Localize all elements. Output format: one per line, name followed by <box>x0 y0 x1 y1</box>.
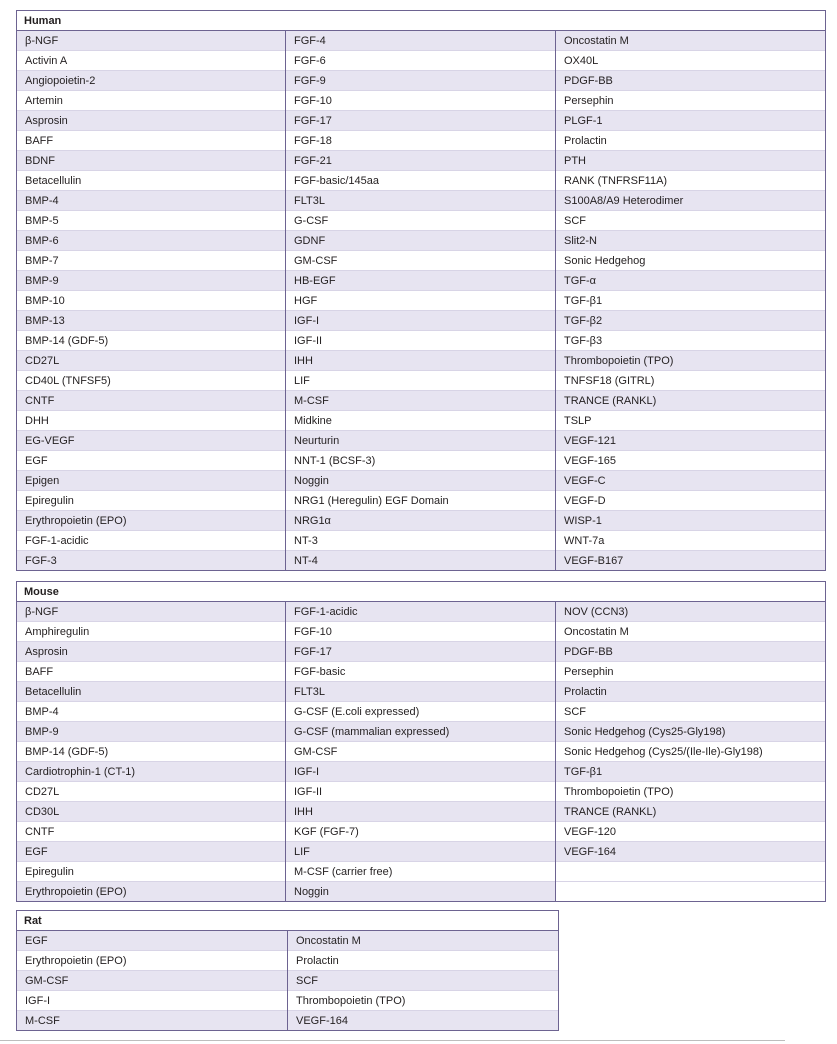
table-cell: M-CSF <box>286 391 556 411</box>
table-cell: EGF <box>17 931 288 951</box>
table-row <box>17 271 826 291</box>
table-cell: Noggin <box>286 471 556 491</box>
table-cell: TGF-β1 <box>556 762 826 782</box>
table-cell: WISP-1 <box>556 511 826 531</box>
table-row <box>17 862 826 882</box>
table-cell: VEGF-D <box>556 491 826 511</box>
table-cell: LIF <box>286 842 556 862</box>
table-row <box>17 491 826 511</box>
table-cell: TGF-β1 <box>556 291 826 311</box>
table-cell: TGF-α <box>556 271 826 291</box>
table-cell: Artemin <box>17 91 286 111</box>
table-cell: CNTF <box>17 822 286 842</box>
table-cell: G-CSF (mammalian expressed) <box>286 722 556 742</box>
bottom-divider <box>0 1040 785 1041</box>
table-row <box>17 742 826 762</box>
table-cell: BMP-9 <box>17 271 286 291</box>
table-row <box>17 191 826 211</box>
table-cell: DHH <box>17 411 286 431</box>
rat-table <box>16 910 559 1031</box>
table-row <box>17 802 826 822</box>
table-row <box>17 451 826 471</box>
table-row <box>17 762 826 782</box>
table-cell: Epiregulin <box>17 862 286 882</box>
table-cell: FGF-3 <box>17 551 286 571</box>
table-cell: BAFF <box>17 662 286 682</box>
table-row <box>17 71 826 91</box>
table-cell: OX40L <box>556 51 826 71</box>
table-cell: BMP-14 (GDF-5) <box>17 742 286 762</box>
table-cell: EG-VEGF <box>17 431 286 451</box>
table-row <box>17 251 826 271</box>
table-row <box>17 511 826 531</box>
table-row <box>17 211 826 231</box>
table-cell: Sonic Hedgehog (Cys25/(Ile-Ile)-Gly198) <box>556 742 826 762</box>
table-cell <box>556 882 826 902</box>
table-cell: FLT3L <box>286 191 556 211</box>
table-row <box>17 551 826 571</box>
table-cell: BMP-4 <box>17 191 286 211</box>
table-cell: LIF <box>286 371 556 391</box>
table-cell: Epiregulin <box>17 491 286 511</box>
table-cell: Thrombopoietin (TPO) <box>556 351 826 371</box>
table-cell: TGF-β3 <box>556 331 826 351</box>
table-cell: VEGF-C <box>556 471 826 491</box>
table-cell: GM-CSF <box>286 251 556 271</box>
table-cell: BAFF <box>17 131 286 151</box>
table-cell: WNT-7a <box>556 531 826 551</box>
table-cell: VEGF-B167 <box>556 551 826 571</box>
table-cell: Oncostatin M <box>556 31 826 51</box>
table-cell: HGF <box>286 291 556 311</box>
table-row <box>17 411 826 431</box>
table-cell: IGF-II <box>286 331 556 351</box>
table-row <box>17 822 826 842</box>
table-cell: SCF <box>556 702 826 722</box>
table-cell: Midkine <box>286 411 556 431</box>
table-cell: Sonic Hedgehog <box>556 251 826 271</box>
table-row <box>17 331 826 351</box>
table-row <box>17 1011 559 1031</box>
table-header-row <box>17 11 826 31</box>
table-cell: TSLP <box>556 411 826 431</box>
table-cell: β-NGF <box>17 602 286 622</box>
table-cell: BDNF <box>17 151 286 171</box>
table-cell <box>556 862 826 882</box>
table-cell: BMP-4 <box>17 702 286 722</box>
table-cell: Erythropoietin (EPO) <box>17 951 288 971</box>
table-cell: FGF-1-acidic <box>286 602 556 622</box>
table-cell: Erythropoietin (EPO) <box>17 511 286 531</box>
table-row <box>17 151 826 171</box>
table-cell: VEGF-164 <box>288 1011 559 1031</box>
table-cell: EGF <box>17 451 286 471</box>
table-cell: CD27L <box>17 351 286 371</box>
mouse-table-title: Mouse <box>17 582 826 602</box>
table-row <box>17 842 826 862</box>
table-cell: NNT-1 (BCSF-3) <box>286 451 556 471</box>
table-cell: Betacellulin <box>17 682 286 702</box>
table-cell: NRG1 (Heregulin) EGF Domain <box>286 491 556 511</box>
table-cell: TGF-β2 <box>556 311 826 331</box>
table-cell: FLT3L <box>286 682 556 702</box>
table-cell: PDGF-BB <box>556 642 826 662</box>
table-row <box>17 702 826 722</box>
table-cell: BMP-13 <box>17 311 286 331</box>
table-cell: NOV (CCN3) <box>556 602 826 622</box>
table-cell: FGF-10 <box>286 91 556 111</box>
table-cell: CD30L <box>17 802 286 822</box>
table-cell: FGF-9 <box>286 71 556 91</box>
table-cell: FGF-21 <box>286 151 556 171</box>
table-cell: GDNF <box>286 231 556 251</box>
table-cell: Prolactin <box>556 131 826 151</box>
table-cell: β-NGF <box>17 31 286 51</box>
table-row <box>17 31 826 51</box>
table-cell: PTH <box>556 151 826 171</box>
table-cell: Erythropoietin (EPO) <box>17 882 286 902</box>
table-row <box>17 471 826 491</box>
table-row <box>17 782 826 802</box>
table-row <box>17 131 826 151</box>
table-row <box>17 882 826 902</box>
table-cell: Neurturin <box>286 431 556 451</box>
table-cell: TRANCE (RANKL) <box>556 802 826 822</box>
table-cell: M-CSF (carrier free) <box>286 862 556 882</box>
table-row <box>17 662 826 682</box>
table-row <box>17 171 826 191</box>
table-row <box>17 602 826 622</box>
table-cell: FGF-1-acidic <box>17 531 286 551</box>
table-cell: TRANCE (RANKL) <box>556 391 826 411</box>
table-cell: Asprosin <box>17 642 286 662</box>
table-cell: NT-4 <box>286 551 556 571</box>
table-cell: NRG1α <box>286 511 556 531</box>
table-row <box>17 991 559 1011</box>
table-cell: PDGF-BB <box>556 71 826 91</box>
table-row <box>17 642 826 662</box>
table-cell: Prolactin <box>556 682 826 702</box>
table-cell: FGF-17 <box>286 111 556 131</box>
table-cell: PLGF-1 <box>556 111 826 131</box>
table-row <box>17 431 826 451</box>
table-cell: Thrombopoietin (TPO) <box>288 991 559 1011</box>
table-cell: GM-CSF <box>17 971 288 991</box>
table-cell: BMP-10 <box>17 291 286 311</box>
table-cell: Oncostatin M <box>556 622 826 642</box>
table-cell: BMP-6 <box>17 231 286 251</box>
table-row <box>17 931 559 951</box>
table-cell: IGF-I <box>17 991 288 1011</box>
table-cell: CNTF <box>17 391 286 411</box>
table-row <box>17 371 826 391</box>
table-cell: SCF <box>288 971 559 991</box>
table-cell: BMP-5 <box>17 211 286 231</box>
table-row <box>17 531 826 551</box>
table-row <box>17 111 826 131</box>
table-header-row <box>17 911 559 931</box>
table-cell: FGF-10 <box>286 622 556 642</box>
table-row <box>17 682 826 702</box>
table-cell: IGF-II <box>286 782 556 802</box>
table-cell: FGF-basic/145aa <box>286 171 556 191</box>
table-cell: Prolactin <box>288 951 559 971</box>
mouse-table <box>16 581 826 902</box>
table-row <box>17 951 559 971</box>
table-cell: IGF-I <box>286 762 556 782</box>
table-row <box>17 291 826 311</box>
table-cell: NT-3 <box>286 531 556 551</box>
table-cell: Asprosin <box>17 111 286 131</box>
table-cell: CD40L (TNFSF5) <box>17 371 286 391</box>
table-cell: HB-EGF <box>286 271 556 291</box>
rat-table-title: Rat <box>17 911 559 931</box>
table-cell: Betacellulin <box>17 171 286 191</box>
table-cell: IHH <box>286 351 556 371</box>
table-cell: Amphiregulin <box>17 622 286 642</box>
table-cell: VEGF-120 <box>556 822 826 842</box>
table-cell: Persephin <box>556 91 826 111</box>
table-cell: Oncostatin M <box>288 931 559 951</box>
table-cell: M-CSF <box>17 1011 288 1031</box>
table-cell: IHH <box>286 802 556 822</box>
table-row <box>17 622 826 642</box>
table-row <box>17 391 826 411</box>
table-cell: Epigen <box>17 471 286 491</box>
table-cell: G-CSF (E.coli expressed) <box>286 702 556 722</box>
table-cell: Noggin <box>286 882 556 902</box>
table-cell: Sonic Hedgehog (Cys25-Gly198) <box>556 722 826 742</box>
table-cell: G-CSF <box>286 211 556 231</box>
table-cell: VEGF-164 <box>556 842 826 862</box>
table-cell: KGF (FGF-7) <box>286 822 556 842</box>
table-cell: IGF-I <box>286 311 556 331</box>
table-row <box>17 231 826 251</box>
table-cell: Persephin <box>556 662 826 682</box>
table-row <box>17 722 826 742</box>
table-row <box>17 971 559 991</box>
table-cell: BMP-7 <box>17 251 286 271</box>
human-table <box>16 10 826 571</box>
table-cell: CD27L <box>17 782 286 802</box>
table-cell: Angiopoietin-2 <box>17 71 286 91</box>
table-cell: FGF-6 <box>286 51 556 71</box>
table-cell: FGF-basic <box>286 662 556 682</box>
table-cell: Thrombopoietin (TPO) <box>556 782 826 802</box>
table-cell: VEGF-165 <box>556 451 826 471</box>
table-cell: RANK (TNFRSF11A) <box>556 171 826 191</box>
table-cell: FGF-4 <box>286 31 556 51</box>
human-table-title: Human <box>17 11 826 31</box>
table-row <box>17 91 826 111</box>
table-cell: S100A8/A9 Heterodimer <box>556 191 826 211</box>
table-cell: Cardiotrophin-1 (CT-1) <box>17 762 286 782</box>
table-cell: FGF-18 <box>286 131 556 151</box>
table-header-row <box>17 582 826 602</box>
table-cell: BMP-14 (GDF-5) <box>17 331 286 351</box>
table-row <box>17 351 826 371</box>
table-cell: BMP-9 <box>17 722 286 742</box>
table-cell: Slit2-N <box>556 231 826 251</box>
table-cell: TNFSF18 (GITRL) <box>556 371 826 391</box>
table-cell: SCF <box>556 211 826 231</box>
table-cell: Activin A <box>17 51 286 71</box>
table-row <box>17 51 826 71</box>
table-cell: EGF <box>17 842 286 862</box>
table-cell: GM-CSF <box>286 742 556 762</box>
table-cell: VEGF-121 <box>556 431 826 451</box>
table-row <box>17 311 826 331</box>
table-cell: FGF-17 <box>286 642 556 662</box>
